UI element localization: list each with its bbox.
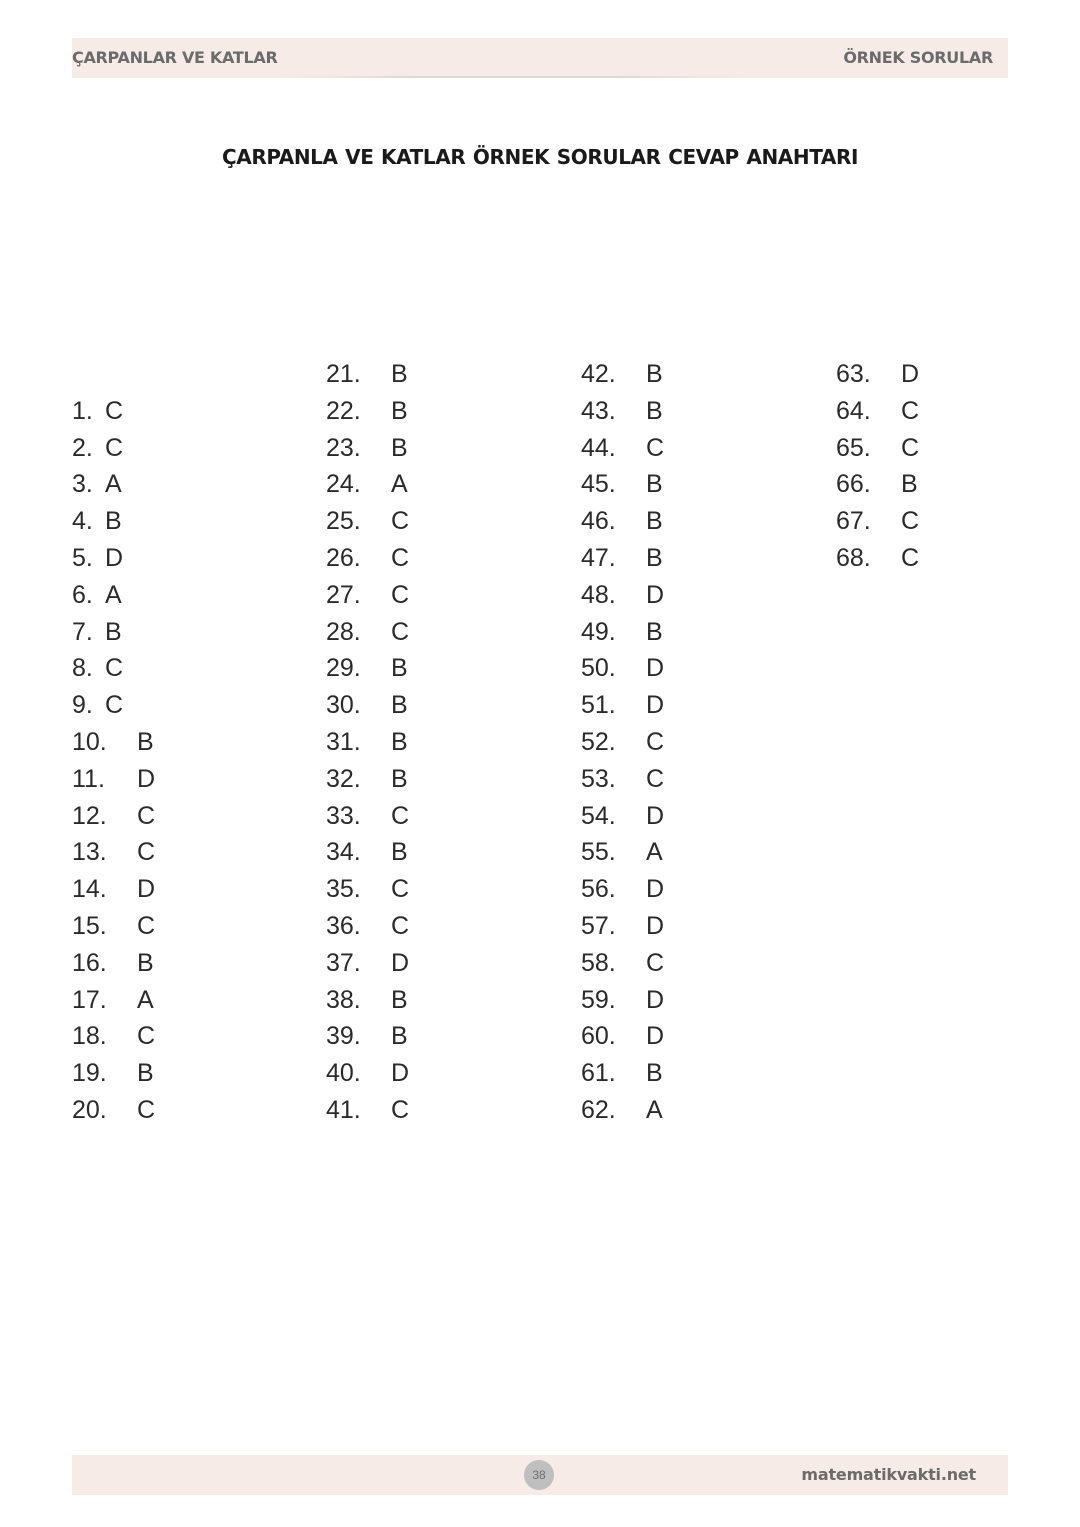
answer-column-1 [72, 356, 156, 1129]
answer-letter: D [646, 985, 665, 1014]
question-number: 60. [581, 1022, 616, 1051]
question-number: 23. [326, 433, 361, 462]
answer-letter: C [901, 433, 920, 462]
question-number: 19. [72, 1059, 107, 1088]
answer-letter: A [105, 580, 122, 609]
question-number: 68. [836, 543, 871, 572]
question-number: 42. [581, 360, 616, 388]
answer-row [581, 614, 663, 651]
answer-letter: A [391, 470, 408, 499]
answer-letter: B [137, 727, 154, 756]
question-number: 55. [581, 838, 616, 867]
answer-letter: B [105, 617, 122, 646]
question-number: 34. [326, 838, 361, 867]
answer-row [836, 540, 920, 577]
answer-letter: C [137, 838, 156, 867]
question-number: 12. [72, 801, 107, 830]
answer-letter: C [105, 691, 124, 720]
answer-row [581, 871, 665, 908]
answer-row [72, 1092, 156, 1129]
answer-row [72, 1018, 156, 1055]
answer-row [72, 908, 156, 945]
question-number: 22. [326, 396, 361, 425]
answer-row [581, 393, 663, 430]
answer-letter: B [391, 838, 408, 867]
answer-row [326, 908, 410, 945]
page-title: ÇARPANLA VE KATLAR ÖRNEK SORULAR CEVAP ANAHTARI [221, 145, 859, 169]
answer-letter: C [391, 875, 410, 904]
question-number: 54. [581, 801, 616, 830]
answer-row [326, 356, 408, 393]
question-number: 29. [326, 654, 361, 683]
answer-letter: D [901, 360, 920, 388]
answer-row [836, 393, 920, 430]
answer-row [326, 393, 408, 430]
answer-letter: C [901, 396, 920, 425]
question-number: 37. [326, 948, 361, 977]
answer-row [581, 761, 665, 798]
question-number: 1. [72, 396, 93, 425]
answer-letter: C [646, 433, 665, 462]
answer-row [326, 466, 408, 503]
answer-row [72, 687, 124, 724]
answer-letter: B [137, 948, 154, 977]
answer-column-3 [581, 356, 665, 1129]
answer-row [72, 650, 124, 687]
answer-row [326, 761, 408, 798]
answer-letter: C [646, 948, 665, 977]
question-number: 43. [581, 396, 616, 425]
answer-row [326, 724, 408, 761]
answer-row [326, 982, 408, 1019]
question-number: 8. [72, 654, 93, 683]
question-number: 10. [72, 727, 107, 756]
answer-row [72, 724, 154, 761]
answer-letter: B [391, 764, 408, 793]
answer-row [326, 503, 410, 540]
answer-row [836, 503, 920, 540]
question-number: 21. [326, 360, 361, 388]
answer-row [72, 761, 156, 798]
answer-row [72, 1055, 154, 1092]
answer-row [581, 356, 663, 393]
header-section-title: ÇARPANLAR VE KATLAR [72, 48, 278, 67]
question-number: 57. [581, 911, 616, 940]
question-number: 18. [72, 1022, 107, 1051]
answer-letter: C [391, 801, 410, 830]
question-number: 6. [72, 580, 93, 609]
answer-letter: C [137, 1022, 156, 1051]
header-category: ÖRNEK SORULAR [843, 48, 993, 67]
question-number: 53. [581, 764, 616, 793]
answer-row [581, 430, 665, 467]
answer-row [326, 798, 410, 835]
question-number: 51. [581, 691, 616, 720]
question-number: 17. [72, 985, 107, 1014]
answer-letter: B [391, 433, 408, 462]
footer-site-name: matematikvakti.net [801, 1465, 976, 1484]
answer-letter: C [105, 433, 124, 462]
answer-letter: A [137, 985, 154, 1014]
question-number: 45. [581, 470, 616, 499]
answer-letter: D [646, 654, 665, 683]
answer-letter: D [137, 875, 156, 904]
answer-letter: B [391, 727, 408, 756]
question-number: 46. [581, 507, 616, 536]
answer-row [581, 945, 665, 982]
answer-row [72, 503, 122, 540]
question-number: 2. [72, 433, 93, 462]
answer-row [581, 798, 665, 835]
answer-row [326, 430, 408, 467]
question-number: 26. [326, 543, 361, 572]
question-number: 64. [836, 396, 871, 425]
answer-row [72, 834, 156, 871]
answer-row [326, 650, 408, 687]
question-number: 33. [326, 801, 361, 830]
question-number: 31. [326, 727, 361, 756]
answer-row [581, 724, 665, 761]
answer-row [326, 614, 410, 651]
answer-row [581, 1092, 663, 1129]
answer-letter: B [646, 1059, 663, 1088]
answer-row [581, 577, 665, 614]
answer-letter: D [646, 801, 665, 830]
answer-column-2 [326, 356, 410, 1129]
answer-letter: C [391, 507, 410, 536]
answer-row [836, 356, 920, 393]
answer-row [326, 687, 408, 724]
answer-row [581, 466, 663, 503]
answer-letter: C [391, 543, 410, 572]
answer-row [581, 687, 665, 724]
answer-letter: D [646, 875, 665, 904]
answer-row [326, 945, 410, 982]
answer-letter: D [105, 543, 124, 572]
answer-letter: D [646, 580, 665, 609]
answer-row [326, 540, 410, 577]
answer-row [72, 540, 124, 577]
page-number-badge: 38 [524, 1460, 554, 1490]
answer-letter: B [646, 617, 663, 646]
answer-letter: C [646, 764, 665, 793]
question-number: 66. [836, 470, 871, 499]
answer-letter: C [137, 1095, 156, 1124]
question-number: 48. [581, 580, 616, 609]
answer-row [581, 908, 665, 945]
answer-letter: B [391, 360, 408, 388]
answer-row [581, 1018, 665, 1055]
answer-letter: B [391, 396, 408, 425]
question-number: 41. [326, 1095, 361, 1124]
question-number: 56. [581, 875, 616, 904]
question-number: 52. [581, 727, 616, 756]
answer-letter: B [105, 507, 122, 536]
answer-column-4 [836, 356, 920, 577]
question-number: 4. [72, 507, 93, 536]
answer-row [581, 834, 663, 871]
answer-letter: C [901, 507, 920, 536]
question-number: 25. [326, 507, 361, 536]
answer-letter: C [646, 727, 665, 756]
answer-row [72, 982, 154, 1019]
answer-row [72, 945, 154, 982]
answer-letter: D [137, 764, 156, 793]
answer-row [581, 982, 665, 1019]
answer-letter: B [391, 654, 408, 683]
answer-row [72, 798, 156, 835]
answer-letter: C [105, 654, 124, 683]
answer-letter: B [646, 396, 663, 425]
answer-row [581, 540, 663, 577]
answer-row [326, 1018, 408, 1055]
question-number: 61. [581, 1059, 616, 1088]
answer-letter: B [646, 470, 663, 499]
answer-row [72, 393, 124, 430]
answer-row [326, 1055, 410, 1092]
answer-row [326, 577, 410, 614]
answer-letter: B [646, 543, 663, 572]
answer-letter: D [391, 1059, 410, 1088]
answer-letter: C [137, 801, 156, 830]
answer-letter: B [391, 691, 408, 720]
question-number: 36. [326, 911, 361, 940]
answer-letter: C [391, 1095, 410, 1124]
question-number: 32. [326, 764, 361, 793]
question-number: 39. [326, 1022, 361, 1051]
answer-letter: B [901, 470, 918, 499]
question-number: 35. [326, 875, 361, 904]
answer-letter: D [646, 911, 665, 940]
answer-row [326, 871, 410, 908]
question-number: 50. [581, 654, 616, 683]
answer-row [326, 834, 408, 871]
header-divider [280, 76, 750, 78]
question-number: 63. [836, 360, 871, 388]
question-number: 40. [326, 1059, 361, 1088]
answer-letter: A [646, 1095, 663, 1124]
question-number: 16. [72, 948, 107, 977]
answer-row [72, 430, 124, 467]
answer-letter: C [105, 396, 124, 425]
answer-row [836, 466, 918, 503]
answer-letter: C [391, 911, 410, 940]
answer-row [72, 356, 107, 393]
answer-letter: A [646, 838, 663, 867]
answer-letter: A [105, 470, 122, 499]
question-number: 27. [326, 580, 361, 609]
answer-row [326, 1092, 410, 1129]
question-number: 62. [581, 1095, 616, 1124]
question-number: 9. [72, 691, 93, 720]
question-number: 49. [581, 617, 616, 646]
question-number: 44. [581, 433, 616, 462]
answer-letter: B [646, 507, 663, 536]
answer-row [581, 1055, 663, 1092]
answer-letter: C [391, 617, 410, 646]
answer-row [836, 430, 920, 467]
answer-letter: C [901, 543, 920, 572]
answer-letter: B [646, 360, 663, 388]
answer-letter: D [391, 948, 410, 977]
question-number: 14. [72, 875, 107, 904]
answer-letter: D [646, 1022, 665, 1051]
answer-row [581, 503, 663, 540]
question-number: 58. [581, 948, 616, 977]
question-number: 59. [581, 985, 616, 1014]
question-number: 15. [72, 911, 107, 940]
question-number: 38. [326, 985, 361, 1014]
question-number: 5. [72, 543, 93, 572]
answer-row [72, 577, 122, 614]
answer-letter: D [646, 691, 665, 720]
answer-letter: C [391, 580, 410, 609]
question-number: 13. [72, 838, 107, 867]
answer-letter: C [137, 911, 156, 940]
answer-row [72, 871, 156, 908]
question-number: 3. [72, 470, 93, 499]
answer-letter: B [391, 985, 408, 1014]
answer-row [72, 466, 122, 503]
question-number: 24. [326, 470, 361, 499]
answer-row [72, 614, 122, 651]
question-number: 28. [326, 617, 361, 646]
question-number: 65. [836, 433, 871, 462]
answer-letter: B [391, 1022, 408, 1051]
question-number: 67. [836, 507, 871, 536]
question-number: 7. [72, 617, 93, 646]
question-number: 47. [581, 543, 616, 572]
answer-letter: B [137, 1059, 154, 1088]
question-number: 11. [72, 764, 105, 793]
question-number: 20. [72, 1095, 107, 1124]
question-number: 30. [326, 691, 361, 720]
answer-row [581, 650, 665, 687]
